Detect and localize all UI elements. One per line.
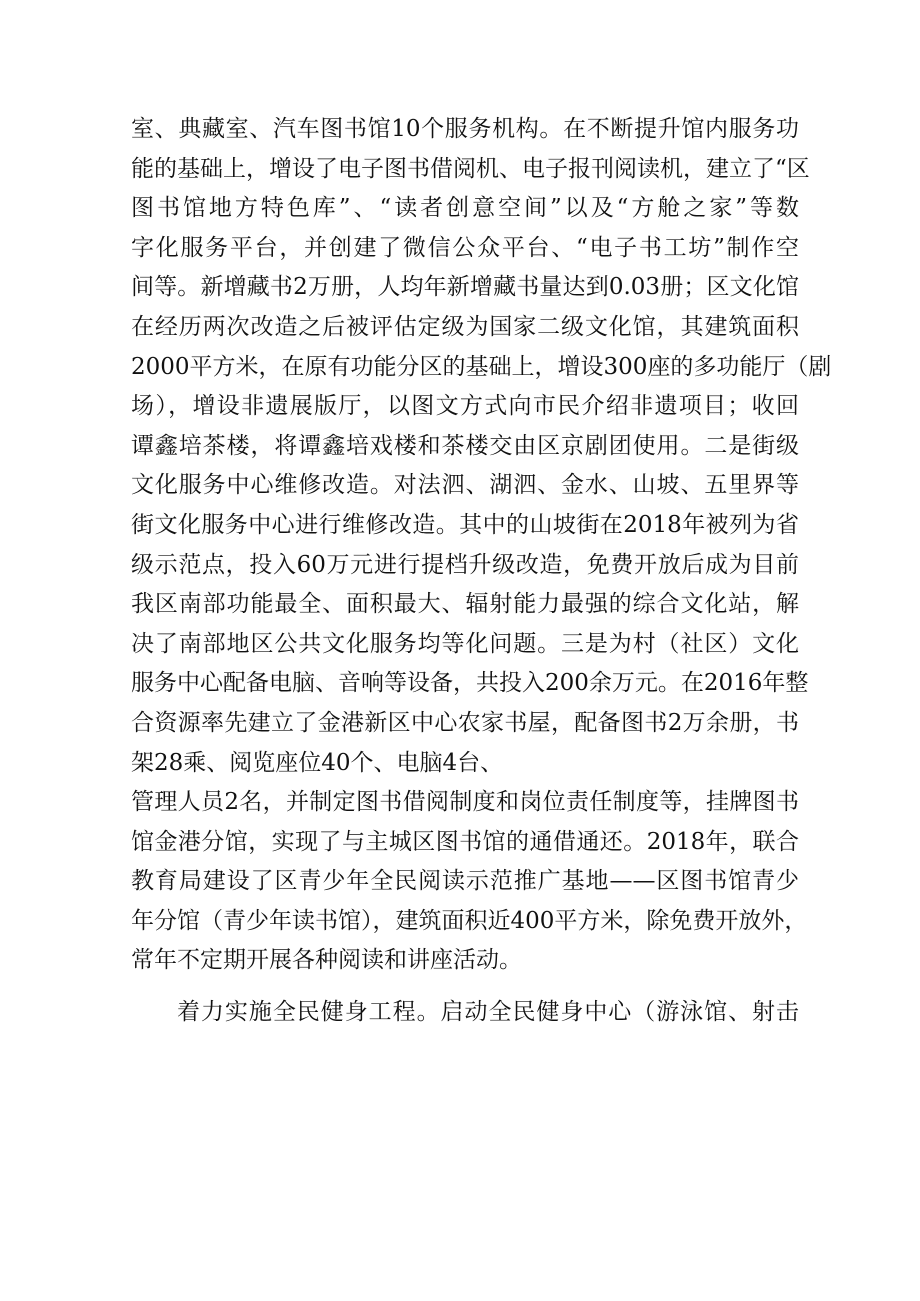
text-line: 馆金港分馆，实现了与主城区图书馆的通借通还。2018年，联合: [131, 828, 799, 855]
paragraph-2: [131, 993, 799, 1033]
paragraph-1: [131, 110, 832, 981]
text-line: 年分馆（青少年读书馆），建筑面积近400平方米，除免费开放外，: [131, 907, 808, 934]
text-line: 室、典藏室、汽车图书馆10个服务机构。在不断提升馆内服务功: [131, 116, 799, 142]
text-line: 决了南部地区公共文化服务均等化问题。三是为村（社区）文化: [131, 630, 799, 657]
paragraph-gap: [131, 981, 799, 993]
text-line: 服务中心配备电脑、音响等设备，共投入200余万元。在2016年整: [131, 670, 809, 697]
document-body: [131, 110, 832, 1033]
text-line: 教育局建设了区青少年全民阅读示范推广基地——区图书馆青少: [131, 868, 799, 895]
text-line: 字化服务平台，并创建了微信公众平台、“电子书工坊”制作空: [131, 234, 799, 261]
text-line: 合资源率先建立了金港新区中心农家书屋，配备图书2万余册，书: [131, 709, 799, 736]
text-line: 在经历两次改造之后被评估定级为国家二级文化馆，其建筑面积: [131, 313, 799, 340]
text-line: 我区南部功能最全、面积最大、辐射能力最强的综合文化站，解: [131, 591, 799, 618]
text-line: 架28乘、阅览座位40个、电脑4台、: [131, 749, 504, 776]
text-line: 常年不定期开展各种阅读和讲座活动。: [131, 947, 522, 974]
text-line: 能的基础上，增设了电子图书借阅机、电子报刊阅读机，建立了“区: [131, 155, 810, 182]
text-line: 着力实施全民健身工程。启动全民健身中心（游泳馆、射击: [177, 999, 799, 1026]
text-line: 2000平方米，在原有功能分区的基础上，增设300座的多功能厅（剧: [131, 353, 832, 380]
text-line: 街文化服务中心进行维修改造。其中的山坡街在2018年被列为省: [131, 511, 799, 538]
text-line: 图书馆地方特色库”、“读者创意空间”以及“方舱之家”等数: [131, 195, 799, 222]
text-line: 场），增设非遗展版厅，以图文方式向市民介绍非遗项目；收回: [131, 393, 799, 420]
text-line: 级示范点，投入60万元进行提档升级改造，免费开放后成为目前: [131, 551, 799, 578]
text-line: 间等。新增藏书2万册，人均年新增藏书量达到0.03册；区文化馆: [131, 274, 799, 301]
text-line: 谭鑫培茶楼，将谭鑫培戏楼和茶楼交由区京剧团使用。二是街级: [131, 432, 799, 459]
text-line: 管理人员2名，并制定图书借阅制度和岗位责任制度等，挂牌图书: [131, 789, 799, 816]
text-line: 文化服务中心维修改造。对法泗、湖泗、金水、山坡、五里界等: [131, 472, 799, 499]
